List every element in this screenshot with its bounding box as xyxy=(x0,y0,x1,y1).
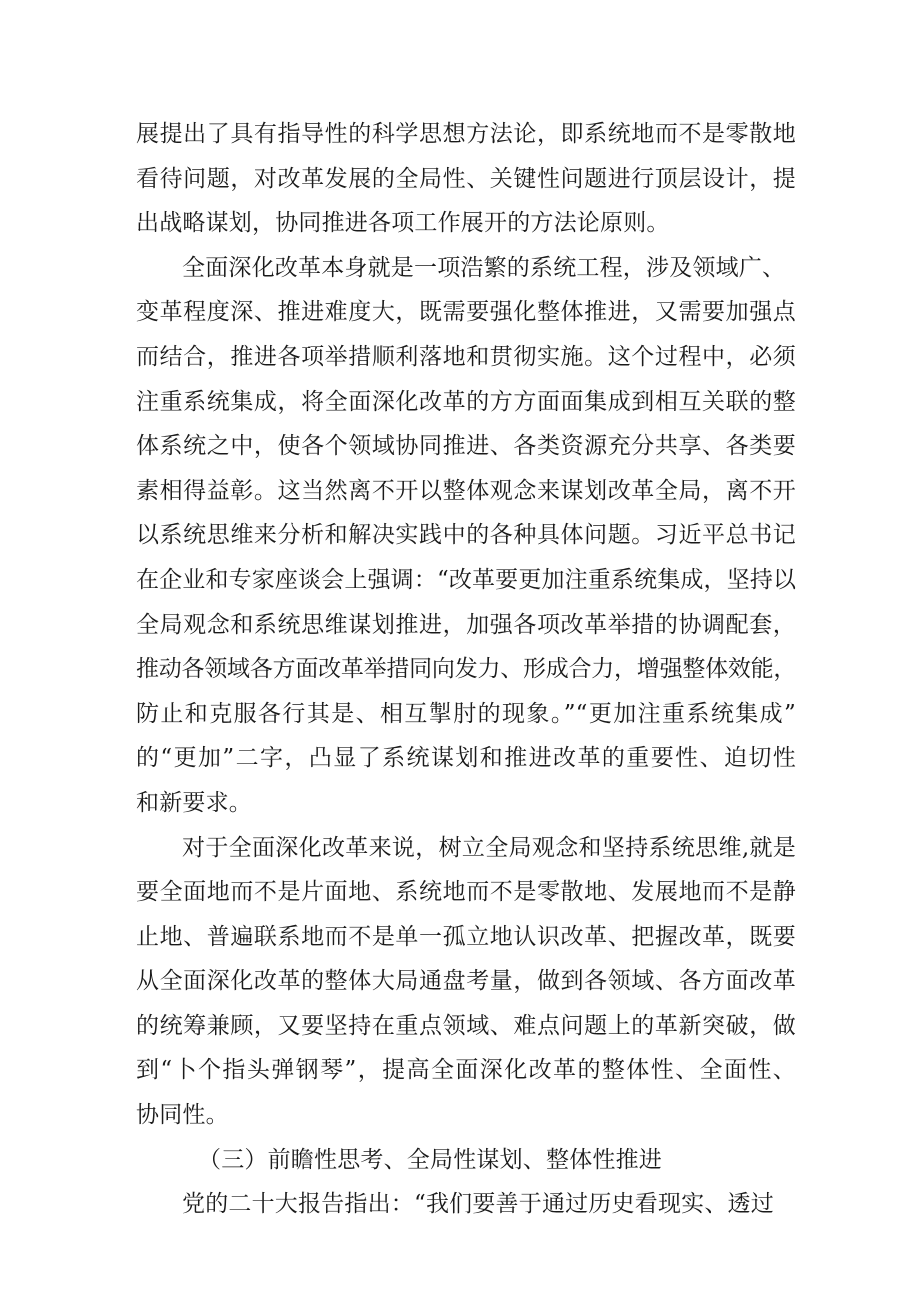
paragraph-2 xyxy=(136,246,796,826)
text-line: 从全面深化改革的整体大局通盘考量，做到各领域、各方面改革 xyxy=(136,968,796,995)
text-line: 协同性。 xyxy=(136,1102,229,1129)
text-line: 全面深化改革本身就是一项浩繁的系统工程，涉及领域广、 xyxy=(182,254,786,281)
body-text xyxy=(136,112,796,1227)
text-line: 防止和克服各行其是、相互掣肘的现象。”“更加注重系统集成” xyxy=(136,700,796,727)
text-line: 要全面地而不是片面地、系统地而不是零散地、发展地而不是静 xyxy=(136,879,796,906)
text-line: 推动各领域各方面改革举措同向发力、形成合力，增强整体效能， xyxy=(136,656,796,683)
text-line: 的“更加”二字，凸显了系统谋划和推进改革的重要性、迫切性 xyxy=(136,745,796,772)
text-line: 全局观念和系统思维谋划推进，加强各项改革举措的协调配套， xyxy=(136,611,796,638)
text-line: 到“卜个指头弹钢琴”，提高全面深化改革的整体性、全面性、 xyxy=(136,1057,796,1084)
section-heading: （三）前瞻性思考、全局性谋划、整体性推进 xyxy=(198,1146,662,1173)
text-line: 党的二十大报告指出：“我们要善于通过历史看现实、透过 xyxy=(182,1191,774,1218)
paragraph-4 xyxy=(136,1182,796,1227)
text-line: 素相得益彰。这当然离不开以整体观念来谋划改革全局，离不开 xyxy=(136,477,796,504)
text-line: 在企业和专家座谈会上强调：“改革要更加注重系统集成，坚持以 xyxy=(136,566,796,593)
paragraph-1 xyxy=(136,112,796,246)
text-line: 以系统思维来分析和解决实践中的各种具体问题。习近平总书记 xyxy=(136,522,796,549)
text-line: 体系统之中，使各个领域协同推进、各类资源充分共享、各类要 xyxy=(136,433,796,460)
text-line: 对于全面深化改革来说，树立全局观念和坚持系统思维,就是 xyxy=(182,834,796,861)
text-line: 止地、普遍联系地而不是单一孤立地认识改革、把握改革，既要 xyxy=(136,923,796,950)
text-line: 的统筹兼顾，又要坚持在重点领域、难点问题上的革新突破，做 xyxy=(136,1012,796,1039)
paragraph-3 xyxy=(136,826,796,1138)
text-line: 出战略谋划，协同推进各项工作展开的方法论原则。 xyxy=(136,210,670,237)
text-line: 展提出了具有指导性的科学思想方法论，即系统地而不是零散地 xyxy=(136,121,796,147)
text-line: 注重系统集成，将全面深化改革的方方面面集成到相互关联的整 xyxy=(136,388,796,415)
text-line: 看待问题，对改革发展的全局性、关键性问题进行顶层设计，提 xyxy=(136,165,796,192)
text-line: 和新要求。 xyxy=(136,789,252,816)
text-line: 变革程度深、推进难度大，既需要强化整体推进，又需要加强点 xyxy=(136,299,796,326)
text-line: 而结合，推进各项举措顺利落地和贯彻实施。这个过程中，必须 xyxy=(136,343,796,370)
